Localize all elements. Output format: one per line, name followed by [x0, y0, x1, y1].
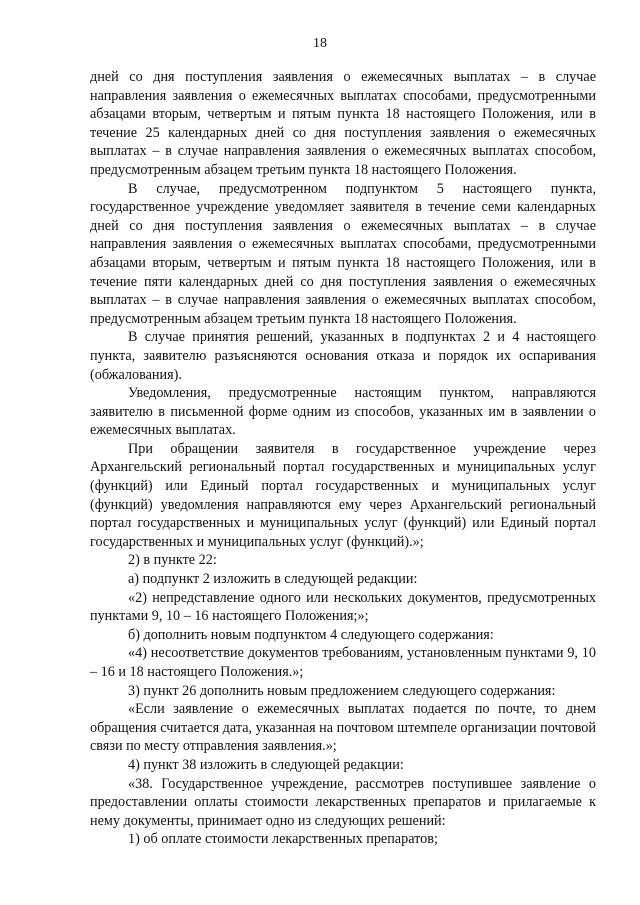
paragraph-notification-form: Уведомления, предусмотренные настоящим пунктом, направляются заявителю в письменной форме одним из способов, указанных им в заявлении о ежемесячных выплатах.: [90, 385, 596, 439]
paragraph-quote-item-38: «38. Государственное учреждение, рассмотрев поступившее заявление о предоставлении оплаты стоимости лекарственных препаратов и прилагаемые к нему документы, принимает одно из следующих решений:: [90, 775, 596, 829]
paragraph-item-3: 3) пункт 26 дополнить новым предложением следующего содержания:: [128, 682, 556, 699]
paragraph-quote-subitem-4: «4) несоответствие документов требованиям, установленным пунктами 9, 10 – 16 и 18 настоящего Положения.»;: [90, 645, 596, 680]
paragraph-continuation: дней со дня поступления заявления о ежемесячных выплатах – в случае направления заявления о ежемесячных выплатах способами, предусмотренными абзацами вторым, четвертым и пятым пункта 18 настоящего Положения, или в течение 25 календарных дней со дня поступления заявления о ежемесячных выплатах – в случае направления заявления о ежемесячных выплатах способом, предусмотренным абзацем третьим пункта 18 настоящего Положения.: [90, 69, 596, 178]
paragraph-notification-case-5: В случае, предусмотренном подпунктом 5 настоящего пункта, государственное учреждение уведомляет заявителя в течение семи календарных дней со дня поступления заявления о ежемесячных выплатах – в случае направления заявления о ежемесячных выплатах способами, предусмотренными абзацами вторым, четвертым и пятым пункта 18 настоящего Положения, или в течение пяти календарных дней со дня поступления заявления о ежемесячных выплатах – в случае направления заявления о ежемесячных выплатах способом, предусмотренным абзацем третьим пункта 18 настоящего Положения.: [90, 180, 596, 327]
paragraph-item-2: 2) в пункте 22:: [128, 552, 217, 569]
paragraph-item-4: 4) пункт 38 изложить в следующей редакции:: [128, 756, 404, 773]
paragraph-quote-postal: «Если заявление о ежемесячных выплатах подается по почте, то днем обращения считается дата, указанная на почтовом штемпеле организации почтовой связи по месту отправления заявления.»;: [90, 701, 596, 755]
paragraph-decision-1: 1) об оплате стоимости лекарственных препаратов;: [128, 831, 438, 848]
paragraph-refusal-explanation: В случае принятия решений, указанных в подпунктах 2 и 4 настоящего пункта, заявителю разъясняются основания отказа и порядок их оспаривания (обжалования).: [90, 329, 596, 383]
paragraph-quote-subitem-2: «2) непредставление одного или нескольких документов, предусмотренных пунктами 9, 10 – 16 настоящего Положения;»;: [90, 589, 596, 625]
document-body: [90, 68, 596, 849]
page-number: 18: [313, 36, 327, 51]
paragraph-subitem-a: а) подпункт 2 изложить в следующей редакции:: [128, 571, 418, 588]
paragraph-subitem-b: б) дополнить новым подпунктом 4 следующего содержания:: [128, 626, 494, 643]
paragraph-portal-notification: При обращении заявителя в государственное учреждение через Архангельский региональный портал государственных и муниципальных услуг (функций) или Единый портал государственных и муниципальных услуг (функций) уведомления направляются ему через Архангельский региональный портал государственных и муниципальных услуг (функций) или Единый портал государственных и муниципальных услуг (функций).»;: [90, 440, 596, 550]
